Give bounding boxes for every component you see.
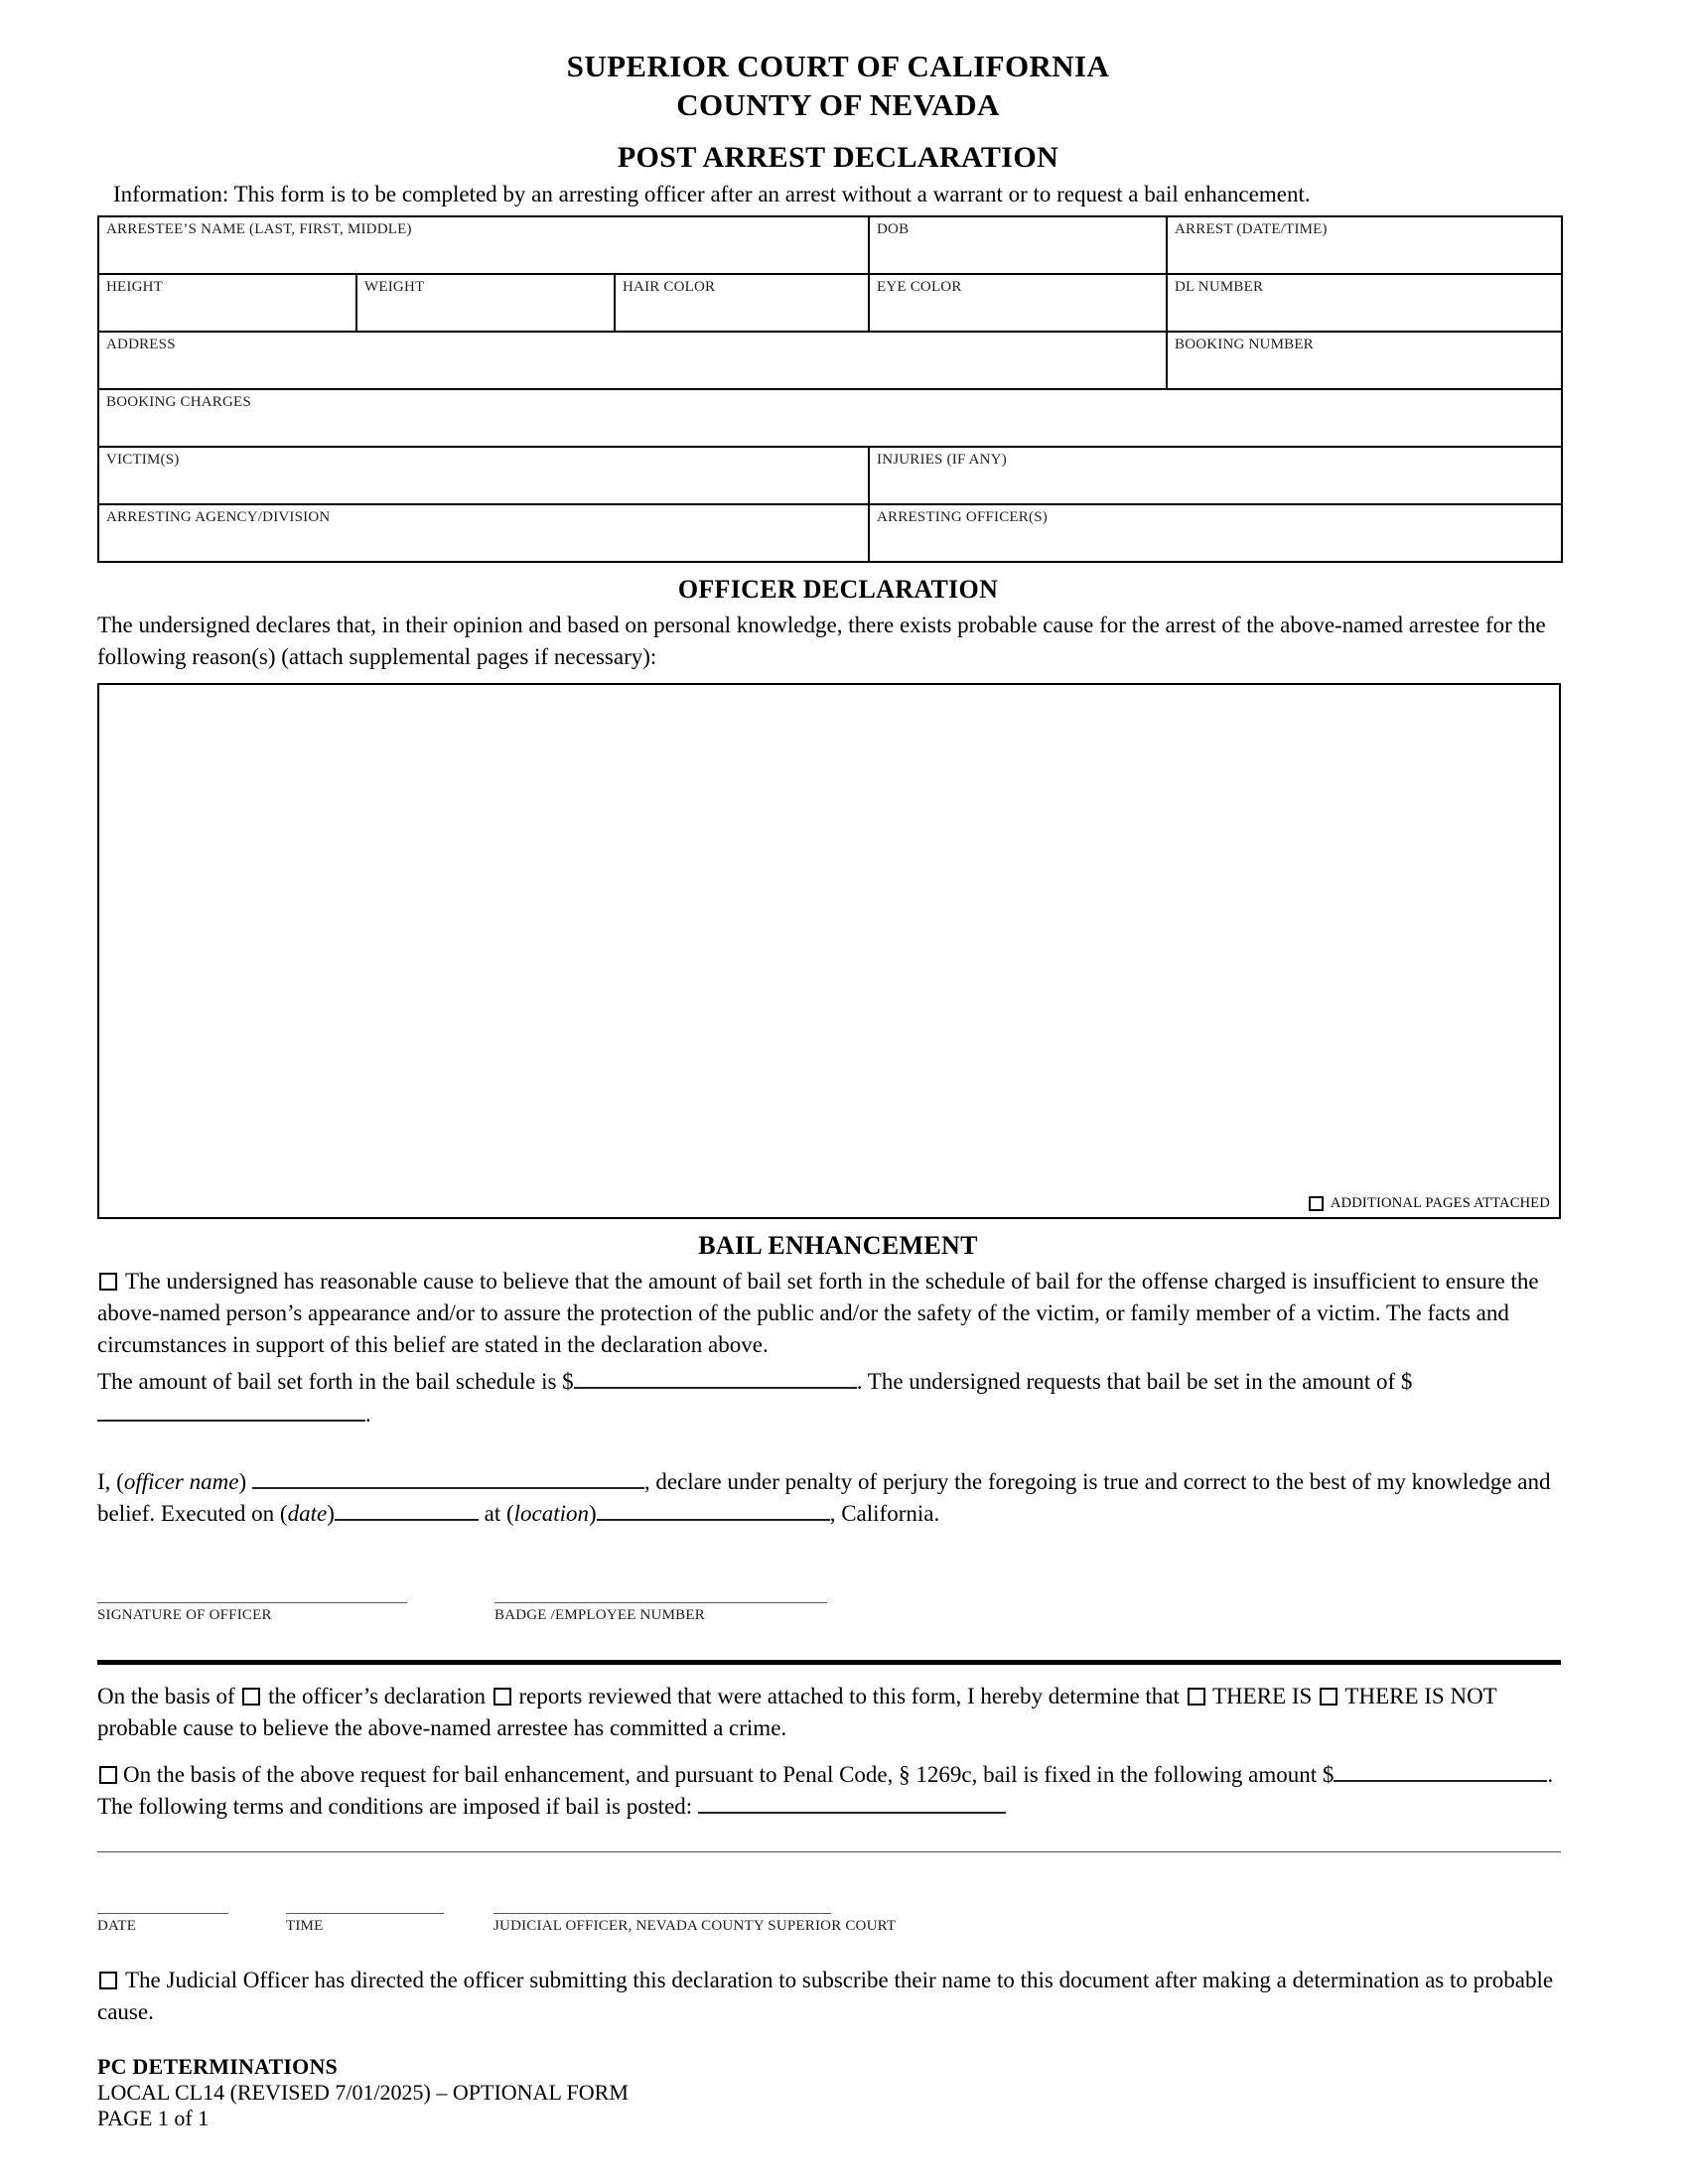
form-title: POST ARREST DECLARATION xyxy=(617,140,1059,174)
perjury-seg-4: ) xyxy=(327,1501,335,1526)
executed-location-blank[interactable] xyxy=(597,1498,830,1521)
terms-conditions-line[interactable] xyxy=(97,1850,1561,1852)
table-row xyxy=(98,332,1562,389)
bail-schedule-text: The amount of bail set forth in the bail schedule is $ xyxy=(97,1369,574,1395)
field-dob[interactable] xyxy=(869,216,1167,274)
field-arresting-agency[interactable] xyxy=(98,504,869,562)
date-block xyxy=(97,1898,228,1935)
signature-row xyxy=(97,1587,1579,1624)
signature-of-officer-label: SIGNATURE OF OFFICER xyxy=(97,1607,272,1624)
arresting-officers-label: ARRESTING OFFICER(S) xyxy=(877,508,1048,525)
date-line[interactable] xyxy=(97,1898,228,1914)
perjury-seg-3: , declare under penalty of perjury the foregoing is true and correct to the best of my knowledge and belief. Executed on ( xyxy=(97,1468,1551,1526)
date-placeholder: date xyxy=(287,1501,328,1526)
subscribe-text: The Judicial Officer has directed the officer submitting this declaration to subscribe their name to this document after making a determination as to probable cause. xyxy=(97,1967,1554,2025)
victims-label: VICTIM(S) xyxy=(106,451,180,468)
location-placeholder: location xyxy=(513,1501,590,1526)
time-block xyxy=(286,1898,444,1935)
county-title: COUNTY OF NEVADA xyxy=(676,86,1000,122)
table-row xyxy=(98,504,1562,562)
declaration-text-area[interactable] xyxy=(97,683,1561,1219)
height-label: HEIGHT xyxy=(106,278,164,295)
judicial-signature-row xyxy=(97,1898,1579,1935)
officer-declaration-heading: OFFICER DECLARATION xyxy=(677,574,999,604)
arrestee-info-table xyxy=(97,215,1563,563)
officers-declaration-checkbox[interactable] xyxy=(242,1688,260,1706)
subscribe-paragraph xyxy=(97,1965,1579,2028)
probable-cause-determination-paragraph xyxy=(97,1681,1579,1744)
badge-number-line[interactable] xyxy=(494,1587,827,1603)
field-arrest-datetime[interactable] xyxy=(1167,216,1562,274)
perjury-seg-5: at ( xyxy=(478,1501,514,1526)
field-booking-charges[interactable] xyxy=(98,389,1562,447)
booking-charges-label: BOOKING CHARGES xyxy=(106,393,251,410)
bail-request-text: The undersigned has reasonable cause to believe that the amount of bail set forth in the schedule of bail for the offense charged is insufficient to ensure the above-named person’s appearance and/or to assure the protection of the public and/or the safety of the victim, or family member of a victim. The facts and circumstances in support of this belief are stated in the declaration above. xyxy=(97,1268,1539,1358)
determination-seg-2: the officer’s declaration xyxy=(268,1684,486,1709)
bail-fixed-seg-1: On the basis of the above request for bail enhancement, and pursuant to Penal Code, § 1269c, bail is fixed in the following amount $ xyxy=(123,1761,1335,1787)
booking-number-label: BOOKING NUMBER xyxy=(1175,336,1314,352)
determination-seg-4: THERE IS xyxy=(1212,1684,1313,1709)
determination-seg-1: On the basis of xyxy=(97,1684,235,1709)
footer-form-name: PC DETERMINATIONS xyxy=(97,2054,338,2080)
officer-name-placeholder: officer name xyxy=(123,1468,239,1494)
injuries-label: INJURIES (IF ANY) xyxy=(877,451,1007,468)
bail-amount-period: . xyxy=(365,1401,371,1427)
bail-enhancement-heading: BAIL ENHANCEMENT xyxy=(698,1230,978,1260)
bail-request-amount-text: . The undersigned requests that bail be set in the amount of $ xyxy=(856,1369,1413,1395)
field-height[interactable] xyxy=(98,274,356,332)
executed-date-blank[interactable] xyxy=(335,1498,479,1521)
perjury-seg-2: ) xyxy=(238,1468,252,1494)
eye-color-label: EYE COLOR xyxy=(877,278,962,295)
field-arrestee-name[interactable] xyxy=(98,216,869,274)
judicial-officer-label: JUDICIAL OFFICER, NEVADA COUNTY SUPERIOR COURT xyxy=(493,1917,897,1934)
form-footer xyxy=(97,2054,1579,2131)
bail-request-paragraph xyxy=(97,1266,1579,1362)
weight-label: WEIGHT xyxy=(364,278,425,295)
field-arresting-officers[interactable] xyxy=(869,504,1562,562)
perjury-seg-1: I, ( xyxy=(97,1468,124,1494)
perjury-seg-6: ) xyxy=(589,1501,597,1526)
additional-pages-label: ADDITIONAL PAGES ATTACHED xyxy=(1330,1194,1550,1211)
hair-color-label: HAIR COLOR xyxy=(623,278,716,295)
perjury-statement xyxy=(97,1466,1579,1530)
bail-schedule-amount-blank[interactable] xyxy=(574,1366,857,1389)
address-label: ADDRESS xyxy=(106,336,176,352)
officer-signature-block xyxy=(97,1587,407,1624)
footer-page-number: PAGE 1 of 1 xyxy=(97,2106,210,2131)
bail-enhancement-checkbox[interactable] xyxy=(99,1273,117,1291)
subscribe-checkbox[interactable] xyxy=(99,1972,117,1989)
field-eye-color[interactable] xyxy=(869,274,1167,332)
field-weight[interactable] xyxy=(356,274,615,332)
dob-label: DOB xyxy=(877,220,910,237)
additional-pages-checkbox[interactable] xyxy=(1309,1196,1324,1211)
bail-amount-paragraph xyxy=(97,1366,1579,1430)
table-row xyxy=(98,389,1562,447)
section-divider xyxy=(97,1660,1561,1665)
form-header xyxy=(97,48,1579,175)
arrest-datetime-label: ARREST (DATE/TIME) xyxy=(1175,220,1328,237)
judicial-officer-block xyxy=(493,1898,897,1935)
field-victims[interactable] xyxy=(98,447,869,504)
perjury-seg-7: , California. xyxy=(829,1501,940,1526)
bail-fixed-amount-blank[interactable] xyxy=(1334,1759,1547,1782)
field-hair-color[interactable] xyxy=(615,274,869,332)
table-row xyxy=(98,216,1562,274)
officer-name-blank[interactable] xyxy=(252,1466,644,1489)
additional-pages-row xyxy=(1309,1195,1550,1212)
badge-number-block xyxy=(494,1587,827,1624)
time-line[interactable] xyxy=(286,1898,444,1914)
reports-reviewed-checkbox[interactable] xyxy=(493,1688,511,1706)
there-is-not-checkbox[interactable] xyxy=(1320,1688,1337,1706)
arresting-agency-label: ARRESTING AGENCY/DIVISION xyxy=(106,508,331,525)
judicial-officer-signature-line[interactable] xyxy=(493,1898,831,1914)
badge-number-label: BADGE /EMPLOYEE NUMBER xyxy=(494,1607,705,1624)
officer-declaration-intro: The undersigned declares that, in their opinion and based on personal knowledge, there exists probable cause for the arrest of the above-named arrestee for the following reason(s) (attach supplemental pages if necessary): xyxy=(97,612,1546,669)
court-title: SUPERIOR COURT OF CALIFORNIA xyxy=(566,49,1110,83)
bail-fixed-seg-2: . The following terms and conditions are imposed if bail is posted: xyxy=(97,1761,1554,1819)
field-booking-number[interactable] xyxy=(1167,332,1562,389)
field-dl-number[interactable] xyxy=(1167,274,1562,332)
there-is-checkbox[interactable] xyxy=(1188,1688,1205,1706)
date-label: DATE xyxy=(97,1917,137,1934)
bail-fixed-paragraph xyxy=(97,1759,1579,1823)
bail-fixed-checkbox[interactable] xyxy=(99,1766,117,1784)
determination-seg-3: reports reviewed that were attached to this form, I hereby determine that xyxy=(518,1684,1180,1709)
footer-form-number: LOCAL CL14 (REVISED 7/01/2025) – OPTIONAL FORM xyxy=(97,2080,629,2106)
table-row xyxy=(98,274,1562,332)
table-row xyxy=(98,447,1562,504)
field-address[interactable] xyxy=(98,332,1167,389)
field-injuries[interactable] xyxy=(869,447,1562,504)
time-label: TIME xyxy=(286,1917,324,1934)
arrestee-name-label: ARRESTEE’S NAME (LAST, FIRST, MIDDLE) xyxy=(106,220,412,237)
dl-number-label: DL NUMBER xyxy=(1175,278,1264,295)
determination-seg-5: THERE IS NOT probable cause to believe the above-named arrestee has committed a crime. xyxy=(97,1684,1497,1741)
info-line: Information: This form is to be completed by an arresting officer after an arrest without a warrant or to request a bail enhancement. xyxy=(113,181,1311,206)
officer-signature-line[interactable] xyxy=(97,1587,407,1603)
terms-conditions-blank[interactable] xyxy=(698,1791,1006,1814)
bail-requested-amount-blank[interactable] xyxy=(97,1399,365,1422)
